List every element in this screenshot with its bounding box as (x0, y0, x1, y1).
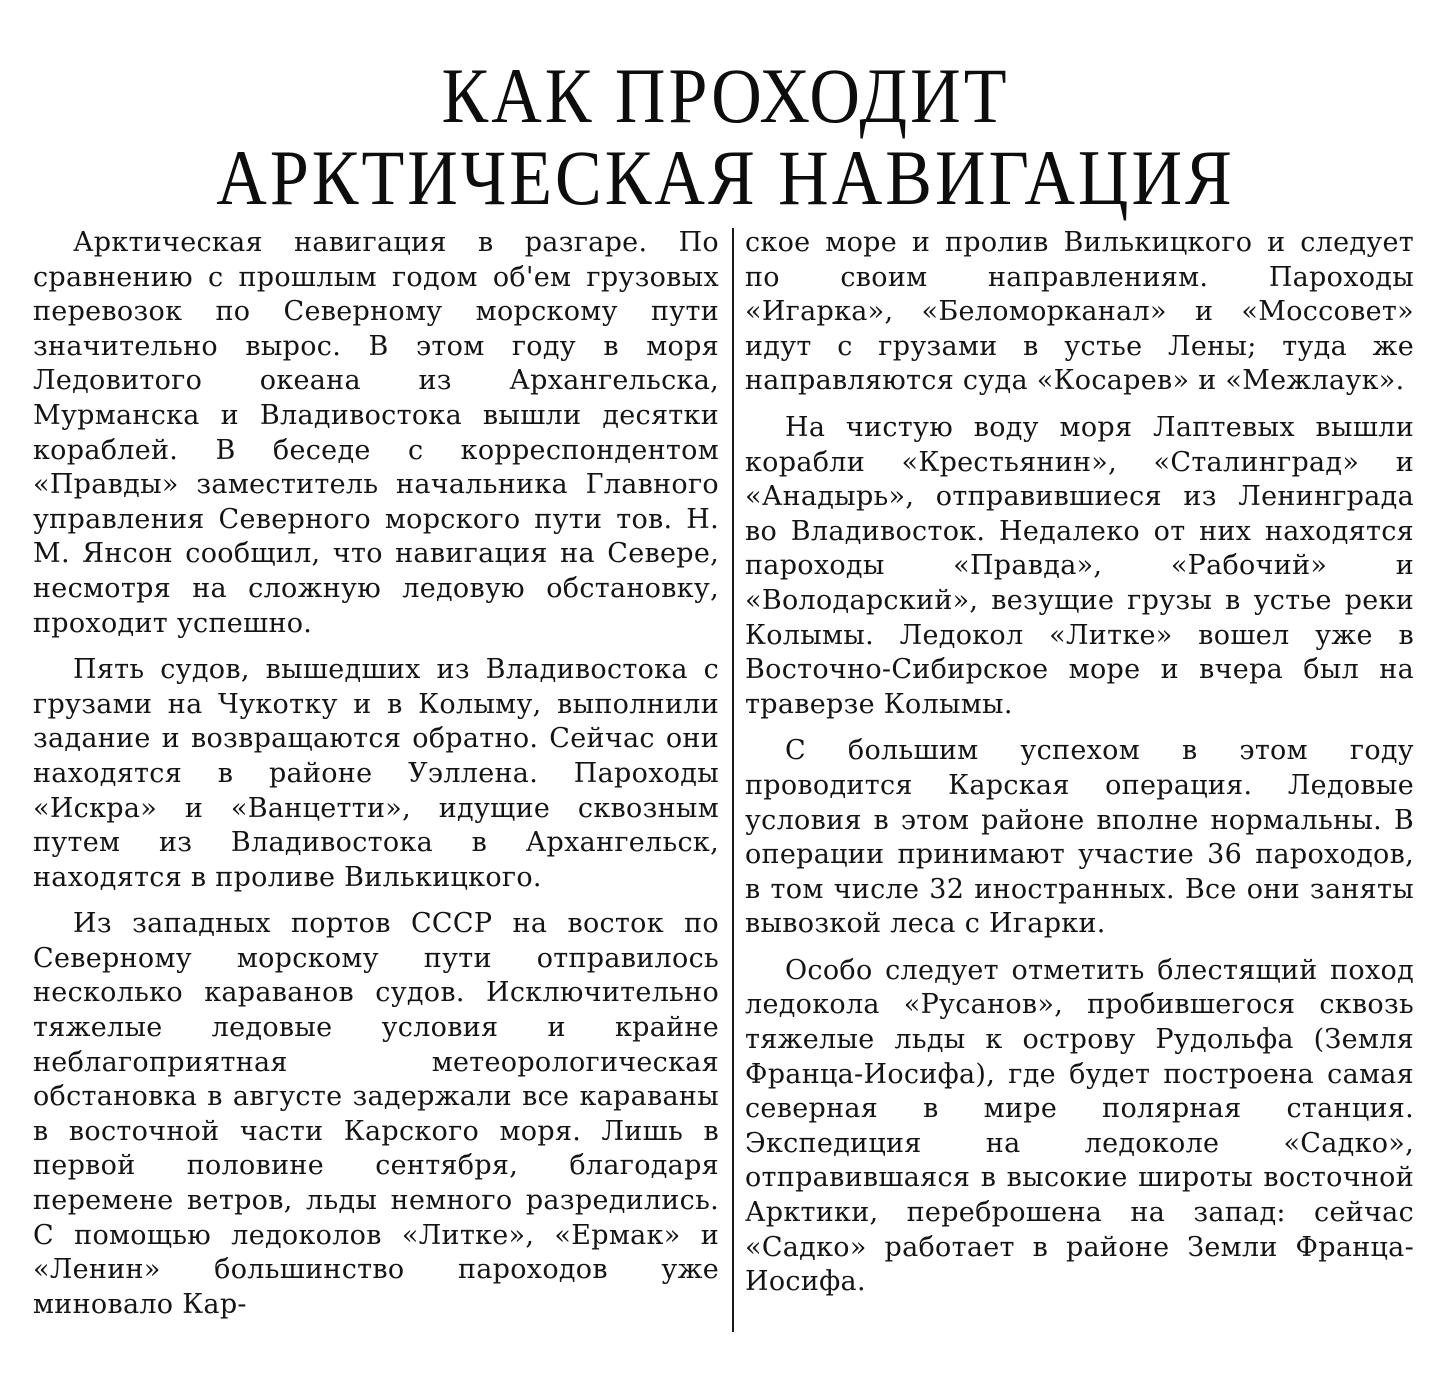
right-paragraph-1: ское море и пролив Вилькицкого и следует по своим направлениям. Пароходы «Игарка», «Беломорканал» и «Моссовет» идут с грузами в устье Лены; туда же направляются суда «Косарев» и «Межлаук». (745, 227, 1414, 397)
left-paragraph-2: Пять судов, вышедших из Владивостока с грузами на Чукотку и в Колыму, выполнили задание и возвращаются обратно. Сейчас они находятся в районе Уэллена. Пароходы «Искра» и «Ванцетти», идущие сквозным путем из Владивостока в Архангельск, находятся в проливе Вилькицкого. (33, 654, 719, 893)
headline-line-1: КАК ПРОХОДИТ (441, 53, 1010, 140)
left-paragraph-3: Из западных портов СССР на восток по Северному морскому пути отправилось несколько караванов судов. Исключительно тяжелые ледовые условия и крайне неблагоприятная метеорологическая обстановка в августе задержали все караваны в восточной части Карского моря. Лишь в первой половине сентября, благодаря перемене ветров, льды немного разредились. С помощью ледоколов «Литке», «Ермак» и «Ленин» большинство пароходов уже миновало Кар- (33, 908, 719, 1320)
left-paragraph-1: Арктическая навигация в разгаре. По сравнению с прошлым годом об'ем грузовых перевозок по Северному морскому пути значительно вырос. В этом году в моря Ледовитого океана из Архангельска, Мурманска и Владивостока вышли десятки кораблей. В беседе с корреспондентом «Правды» заместитель начальника Главного управления Северного морского пути тов. Н. М. Янсон сообщил, что навигация на Севере, несмотря на сложную ледовую обстановку, проходит успешно. (33, 227, 719, 639)
left-column (33, 226, 719, 1334)
column-divider (732, 228, 734, 1332)
right-paragraph-2: На чистую воду моря Лаптевых вышли корабли «Крестьянин», «Сталинград» и «Анадырь», отправившиеся из Ленинграда во Владивосток. Недалеко от них находятся пароходы «Правда», «Рабочий» и «Володарский», везущие грузы в устье реки Колымы. Ледокол «Литке» вошел уже в Восточно-Сибирское море и вчера был на траверзе Колымы. (745, 411, 1414, 720)
headline-line-2: АРКТИЧЕСКАЯ НАВИГАЦИЯ (216, 135, 1235, 222)
right-paragraph-4: Особо следует отметить блестящий поход ледокола «Русанов», пробившегося сквозь тяжелые льды к острову Рудольфа (Земля Франца-Иосифа), где будет построена самая северная в мире полярная станция. Экспедиция на ледоколе «Садко», отправившаяся в высокие широты восточной Арктики, переброшена на запад: сейчас «Садко» работает в районе Земли Франца-Иосифа. (745, 954, 1414, 1298)
right-column (745, 226, 1414, 1312)
right-paragraph-3: С большим успехом в этом году проводится Карская операция. Ледовые условия в этом районе вполне нормальны. В операции принимают участие 36 пароходов, в том числе 32 иностранных. Все они заняты вывозкой леса с Игарки. (745, 735, 1414, 940)
